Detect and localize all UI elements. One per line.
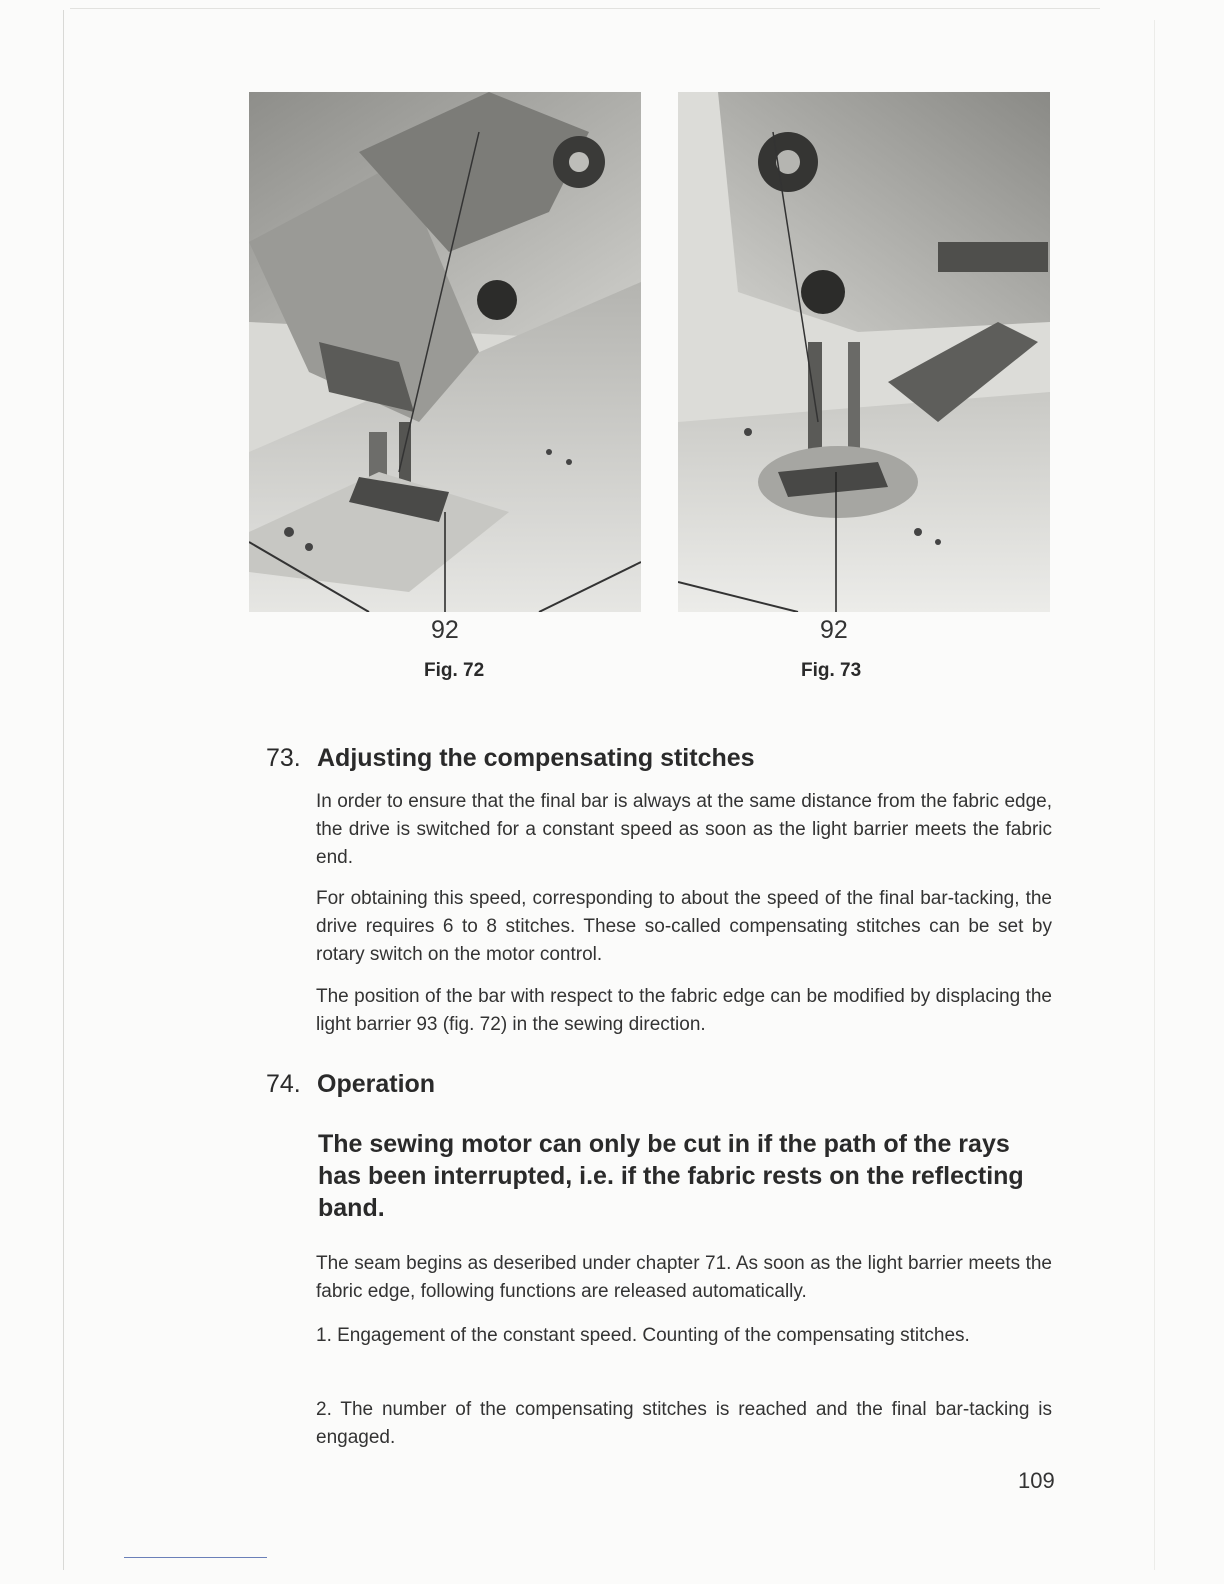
figure-73-callout: 92 <box>820 616 848 644</box>
section-73-paragraph: In order to ensure that the final bar is always at the same distance from the fabric edge, the drive is switched for a constant speed as soon as the light barrier meets the fabric end. <box>316 791 1052 868</box>
section-74-number: 74. <box>266 1070 301 1098</box>
page-edge-top <box>70 8 1100 9</box>
section-73-paragraph: For obtaining this speed, corresponding to about the speed of the final bar-tacking, the drive requires 6 to 8 stitches. These so-called compensating stitches can be set by rotary switch on the motor control. <box>316 888 1052 965</box>
section-73-paragraph: The position of the bar with respect to the fabric edge can be modified by displacing the light barrier 93 (fig. 72) in the sewing direction. <box>316 986 1052 1035</box>
page-edge-left <box>63 10 64 1570</box>
figure-72-photo <box>249 92 641 612</box>
figure-72-caption: Fig. 72 <box>424 660 485 681</box>
figure-73-photo <box>678 92 1050 612</box>
operation-warning: The sewing motor can only be cut in if the path of the rays has been interrupted, i.e. if the fabric rests on the reflecting band. <box>318 1130 1024 1222</box>
section-73-title: Adjusting the compensating stitches <box>317 744 755 772</box>
figure-73-caption: Fig. 73 <box>801 660 862 681</box>
section-74-title: Operation <box>317 1070 436 1098</box>
page-edge-right <box>1154 20 1155 1570</box>
section-73-number: 73. <box>266 744 301 772</box>
section-74-paragraph: The seam begins as deseribed under chapter 71. As soon as the light barrier meets the fabric edge, following functions are released automatically. <box>316 1253 1052 1302</box>
figure-72-callout: 92 <box>431 616 459 644</box>
list-item: 2. The number of the compensating stitches is reached and the final bar-tacking is engaged. <box>316 1399 1052 1448</box>
footer-rule <box>124 1557 267 1558</box>
page-number: 109 <box>1018 1468 1055 1493</box>
list-item: 1. Engagement of the constant speed. Counting of the compensating stitches. <box>316 1325 970 1346</box>
